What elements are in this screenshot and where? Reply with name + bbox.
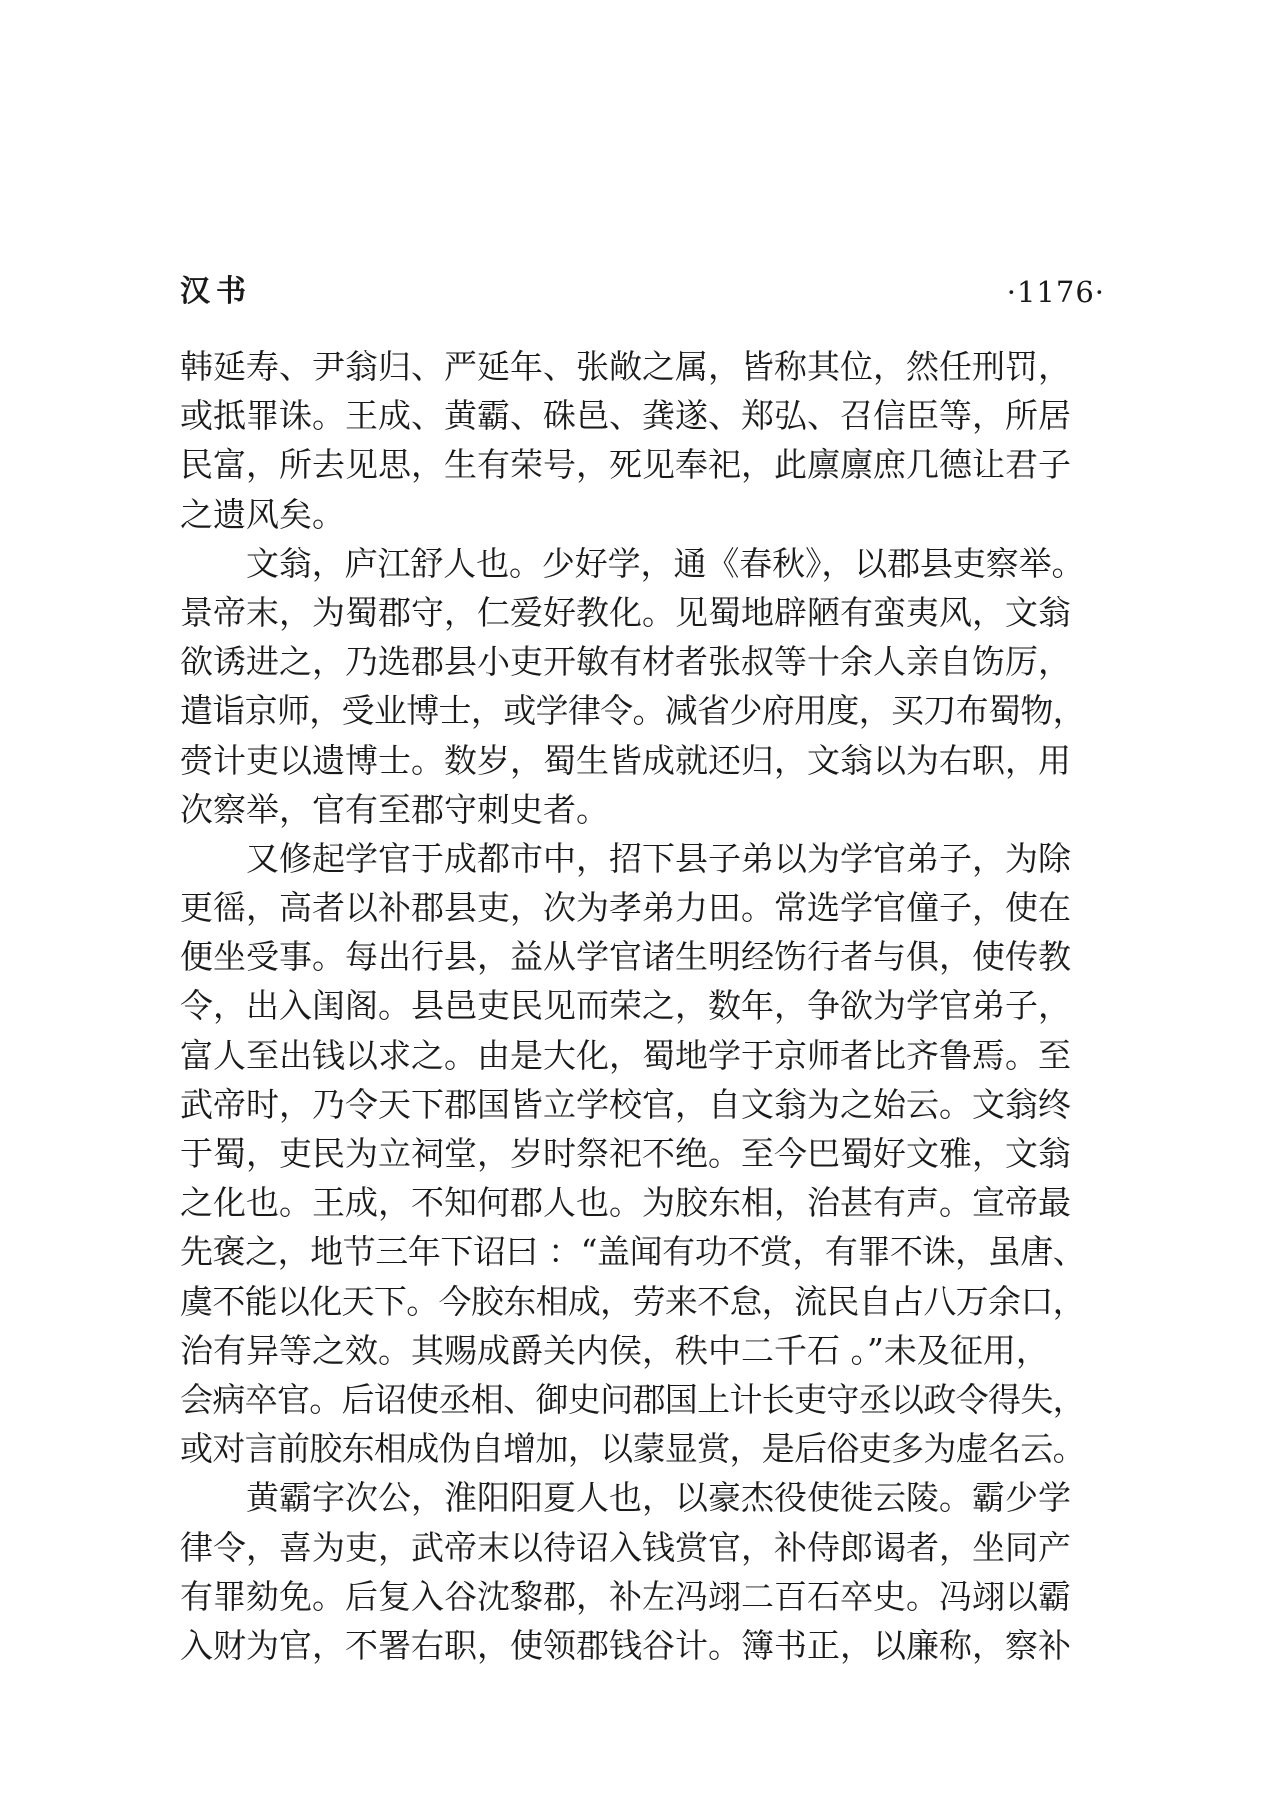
text-line: 会病卒官。后诏使丞相、御史问郡国上计长吏守丞以政令得失，: [180, 1379, 1085, 1419]
text-line: 入财为官，不署右职，使领郡钱谷计。簿书正，以廉称，察补: [180, 1625, 1071, 1665]
text-line: 民富，所去见思，生有荣号，死见奉祀，此廪廪庶几德让君子: [180, 445, 1071, 485]
text-line: 黄霸字次公，淮阳阳夏人也，以豪杰役使徙云陵。霸少学: [246, 1478, 1071, 1518]
text-line: 或对言前胶东相成伪自增加，以蒙显赏，是后俗吏多为虚名云。: [180, 1429, 1085, 1469]
text-line: 又修起学官于成都市中，招下县子弟以为学官弟子，为除: [246, 838, 1071, 878]
text-line: 武帝时，乃令天下郡国皆立学校官，自文翁为之始云。文翁终: [180, 1084, 1071, 1124]
text-line: 或抵罪诛。王成、黄霸、硃邑、龚遂、郑弘、召信臣等，所居: [180, 396, 1071, 436]
text-line: 次察举，官有至郡守刺史者。: [180, 789, 609, 829]
text-line: 有罪劾免。后复入谷沈黎郡，补左冯翊二百石卒史。冯翊以霸: [180, 1576, 1071, 1616]
text-line: 韩延寿、尹翁归、严延年、张敞之属，皆称其位，然任刑罚，: [180, 347, 1071, 386]
text-line: 便坐受事。每出行县，益从学官诸生明经饬行者与俱，使传教: [180, 937, 1071, 977]
body-text: [180, 342, 1085, 1670]
page-number: ·1176·: [1006, 275, 1105, 309]
text-line: 赍计吏以遗博士。数岁，蜀生皆成就还归，文翁以为右职，用: [180, 740, 1071, 780]
text-line: 律令，喜为吏，武帝末以待诏入钱赏官，补侍郎谒者，坐同产: [180, 1527, 1071, 1567]
text-line: 欲诱进之，乃选郡县小吏开敏有材者张叔等十余人亲自饬厉，: [180, 642, 1071, 682]
text-line: 之化也。王成，不知何郡人也。为胶东相，治甚有声。宣帝最: [180, 1183, 1071, 1223]
text-line: 文翁，庐江舒人也。少好学，通《春秋》，以郡县吏察举。: [246, 543, 1085, 583]
running-title: 汉书: [180, 274, 252, 309]
text-line: 于蜀，吏民为立祠堂，岁时祭祀不绝。至今巴蜀好文雅，文翁: [180, 1134, 1071, 1173]
text-line: 遣诣京师，受业博士，或学律令。减省少府用度，买刀布蜀物，: [180, 691, 1085, 731]
text-line: 先褒之，地节三年下诏曰 ：“盖闻有功不赏，有罪不诛，虽唐、: [180, 1232, 1086, 1272]
text-line: 令，出入闺阁。县邑吏民见而荣之，数年，争欲为学官弟子，: [180, 986, 1071, 1026]
text-line: 景帝末，为蜀郡守，仁爱好教化。见蜀地辟陋有蛮夷风，文翁: [180, 592, 1071, 632]
text-line: 更徭，高者以补郡县吏，次为孝弟力田。常选学官僮子，使在: [180, 888, 1071, 928]
text-line: 治有异等之效。其赐成爵关内侯，秩中二千石 。”未及征用，: [180, 1330, 1049, 1370]
text-line: 之遗风矣。: [180, 494, 345, 534]
text-line: 虞不能以化天下。今胶东相成，劳来不怠，流民自占八万余口，: [180, 1281, 1085, 1321]
text-line: 富人至出钱以求之。由是大化，蜀地学于京师者比齐鲁焉。至: [180, 1035, 1071, 1075]
